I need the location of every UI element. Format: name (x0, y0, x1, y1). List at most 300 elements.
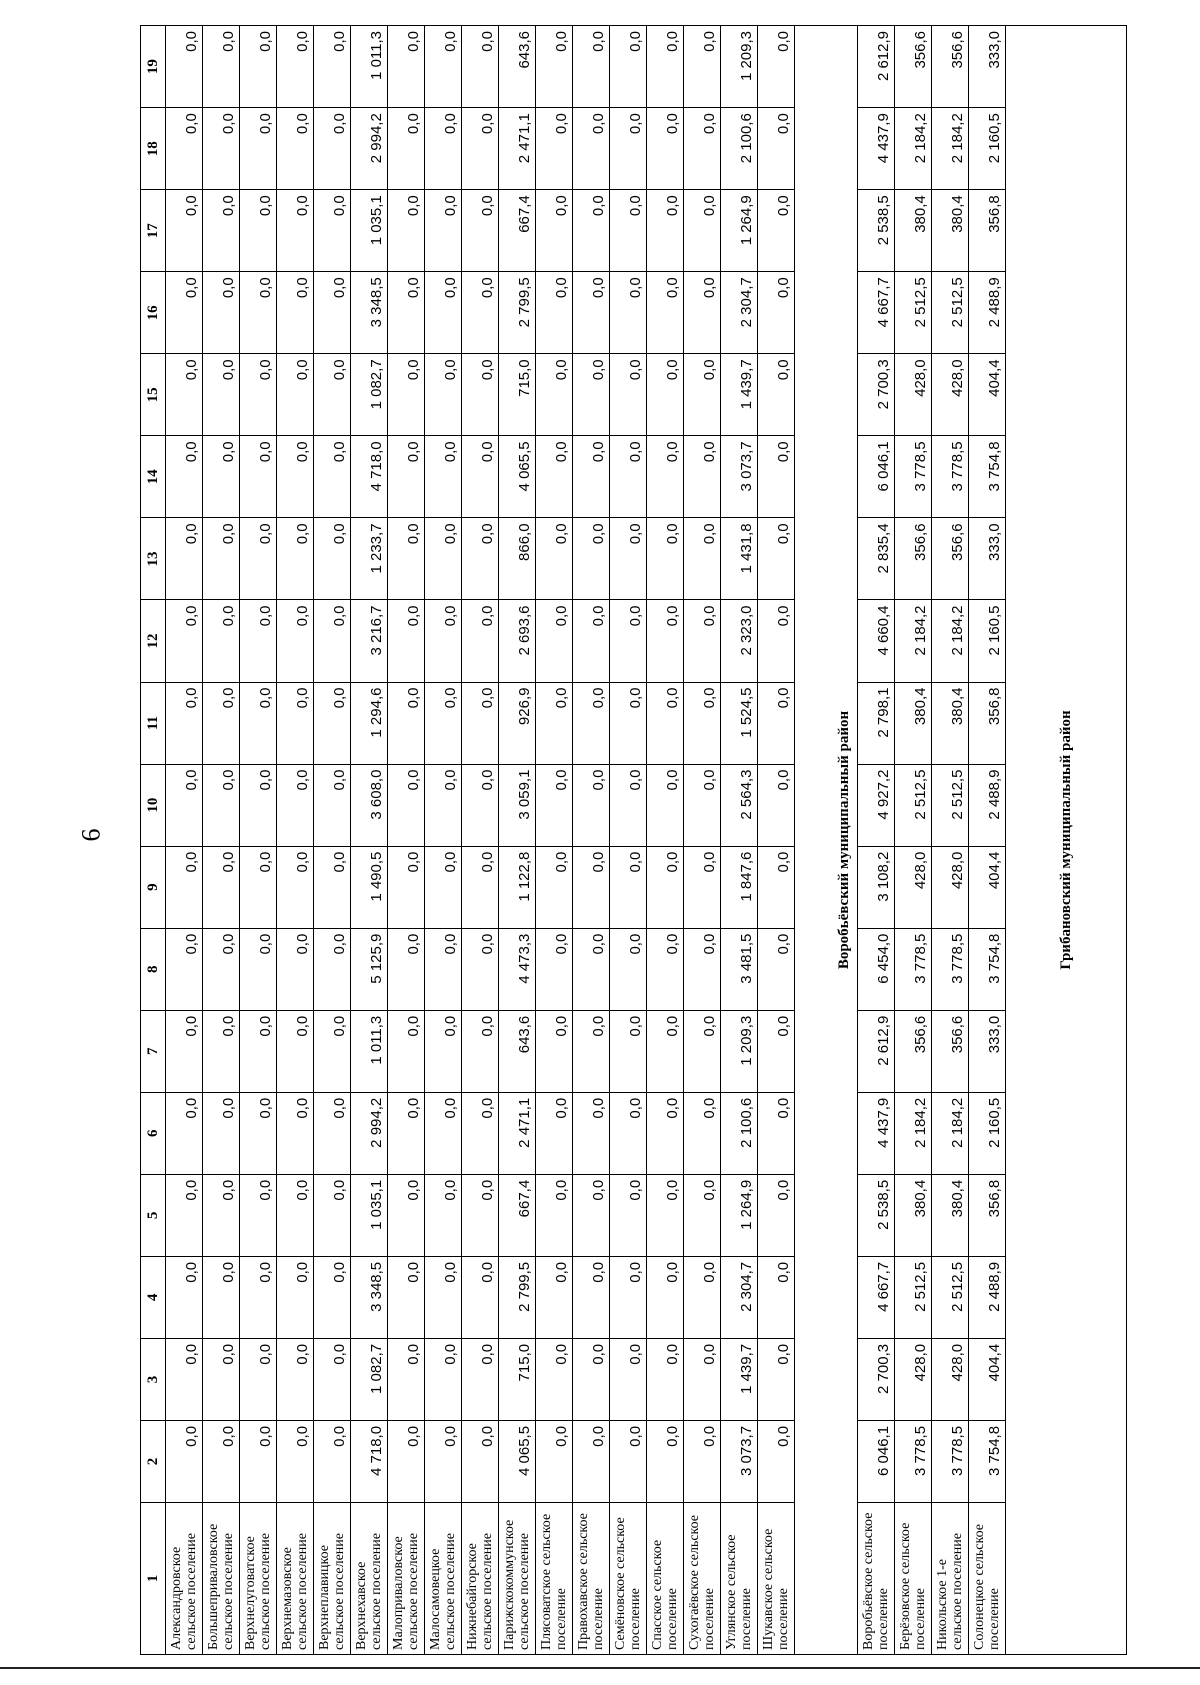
value-cell: 0,0 (277, 1338, 314, 1420)
value-cell: 0,0 (462, 1420, 499, 1502)
value-cell: 2 304,7 (721, 272, 758, 354)
value-cell: 0,0 (388, 600, 425, 682)
value-cell: 0,0 (388, 682, 425, 764)
value-cell: 0,0 (758, 600, 795, 682)
value-cell: 0,0 (610, 682, 647, 764)
value-cell: 0,0 (684, 354, 721, 436)
value-cell: 0,0 (610, 1174, 647, 1256)
table-row (758, 26, 795, 1655)
value-cell: 1 264,9 (721, 1174, 758, 1256)
value-cell: 0,0 (203, 190, 240, 272)
value-cell: 0,0 (240, 928, 277, 1010)
value-cell: 643,6 (499, 26, 536, 108)
value-cell: 0,0 (166, 682, 203, 764)
value-cell: 3 216,7 (351, 600, 388, 682)
settlement-name: Верхнелуговатское сельское поселение (240, 1503, 277, 1655)
value-cell: 715,0 (499, 1338, 536, 1420)
value-cell: 0,0 (758, 1092, 795, 1174)
value-cell: 0,0 (758, 1174, 795, 1256)
value-cell: 667,4 (499, 1174, 536, 1256)
settlement-name: Парижскокоммунское сельское поселение (499, 1503, 536, 1655)
value-cell: 6 046,1 (858, 1420, 895, 1502)
value-cell: 0,0 (536, 600, 573, 682)
value-cell: 1 011,3 (351, 1010, 388, 1092)
value-cell: 0,0 (684, 600, 721, 682)
value-cell: 0,0 (425, 1174, 462, 1256)
value-cell: 0,0 (388, 846, 425, 928)
value-cell: 0,0 (314, 1174, 351, 1256)
value-cell: 0,0 (573, 436, 610, 518)
value-cell: 0,0 (536, 1420, 573, 1502)
value-cell: 0,0 (425, 272, 462, 354)
value-cell: 0,0 (166, 436, 203, 518)
value-cell: 0,0 (462, 600, 499, 682)
value-cell: 0,0 (647, 1256, 684, 1338)
value-cell: 0,0 (277, 518, 314, 600)
value-cell: 2 100,6 (721, 108, 758, 190)
value-cell: 0,0 (536, 1338, 573, 1420)
value-cell: 866,0 (499, 518, 536, 600)
value-cell: 0,0 (277, 1174, 314, 1256)
value-cell: 0,0 (647, 1420, 684, 1502)
value-cell: 0,0 (610, 1092, 647, 1174)
table-row (462, 26, 499, 1655)
value-cell: 0,0 (758, 764, 795, 846)
column-number-1: 1 (141, 1503, 166, 1655)
table-row (684, 26, 721, 1655)
value-cell: 0,0 (240, 190, 277, 272)
value-cell: 0,0 (758, 928, 795, 1010)
value-cell: 0,0 (388, 436, 425, 518)
value-cell: 1 524,5 (721, 682, 758, 764)
value-cell: 0,0 (203, 1338, 240, 1420)
value-cell: 0,0 (573, 272, 610, 354)
value-cell: 0,0 (610, 1420, 647, 1502)
value-cell: 4 718,0 (351, 436, 388, 518)
value-cell: 4 660,4 (858, 600, 895, 682)
value-cell: 1 431,8 (721, 518, 758, 600)
table-row (203, 26, 240, 1655)
value-cell: 3 754,8 (969, 928, 1006, 1010)
column-number-7: 7 (141, 1010, 166, 1092)
value-cell: 0,0 (573, 846, 610, 928)
value-cell: 0,0 (610, 928, 647, 1010)
table-row (314, 26, 351, 1655)
value-cell: 2 994,2 (351, 1092, 388, 1174)
table-row (721, 26, 758, 1655)
value-cell: 0,0 (684, 764, 721, 846)
value-cell: 0,0 (240, 272, 277, 354)
value-cell: 0,0 (314, 1256, 351, 1338)
settlement-name: Александровское сельское поселение (166, 1503, 203, 1655)
value-cell: 3 778,5 (932, 1420, 969, 1502)
value-cell: 0,0 (758, 682, 795, 764)
value-cell: 0,0 (610, 1338, 647, 1420)
value-cell: 5 125,9 (351, 928, 388, 1010)
value-cell: 0,0 (462, 190, 499, 272)
value-cell: 2 798,1 (858, 682, 895, 764)
value-cell: 0,0 (388, 1256, 425, 1338)
value-cell: 0,0 (684, 26, 721, 108)
value-cell: 380,4 (932, 682, 969, 764)
value-cell: 0,0 (573, 600, 610, 682)
value-cell: 0,0 (277, 928, 314, 1010)
value-cell: 0,0 (684, 272, 721, 354)
value-cell: 3 073,7 (721, 1420, 758, 1502)
value-cell: 0,0 (203, 764, 240, 846)
value-cell: 2 471,1 (499, 108, 536, 190)
value-cell: 0,0 (166, 1256, 203, 1338)
value-cell: 0,0 (388, 108, 425, 190)
value-cell: 2 538,5 (858, 1174, 895, 1256)
value-cell: 0,0 (684, 108, 721, 190)
value-cell: 356,8 (969, 682, 1006, 764)
value-cell: 356,8 (969, 1174, 1006, 1256)
value-cell: 0,0 (610, 190, 647, 272)
value-cell: 0,0 (758, 846, 795, 928)
value-cell: 0,0 (166, 1338, 203, 1420)
settlement-name: Большеприваловское сельское поселение (203, 1503, 240, 1655)
value-cell: 404,4 (969, 1338, 1006, 1420)
value-cell: 2 512,5 (895, 272, 932, 354)
value-cell: 2 323,0 (721, 600, 758, 682)
value-cell: 0,0 (166, 26, 203, 108)
value-cell: 0,0 (314, 518, 351, 600)
value-cell: 0,0 (388, 764, 425, 846)
column-number-row (141, 26, 166, 1655)
value-cell: 0,0 (573, 682, 610, 764)
value-cell: 0,0 (425, 1256, 462, 1338)
value-cell: 0,0 (166, 764, 203, 846)
table-row (858, 26, 895, 1655)
value-cell: 0,0 (240, 1420, 277, 1502)
value-cell: 0,0 (647, 354, 684, 436)
value-cell: 356,6 (895, 1010, 932, 1092)
value-cell: 4 473,3 (499, 928, 536, 1010)
value-cell: 0,0 (240, 764, 277, 846)
value-cell: 4 667,7 (858, 272, 895, 354)
value-cell: 356,8 (969, 190, 1006, 272)
value-cell: 2 700,3 (858, 354, 895, 436)
value-cell: 0,0 (758, 1420, 795, 1502)
value-cell: 0,0 (388, 1174, 425, 1256)
value-cell: 0,0 (462, 764, 499, 846)
value-cell: 0,0 (314, 1338, 351, 1420)
value-cell: 2 184,2 (895, 1092, 932, 1174)
settlement-name: Верхнемазовское сельское поселение (277, 1503, 314, 1655)
value-cell: 1 011,3 (351, 26, 388, 108)
settlement-name: Сухогаёвское сельское поселение (684, 1503, 721, 1655)
settlement-name: Нижнебайгорское сельское поселение (462, 1503, 499, 1655)
column-number-10: 10 (141, 764, 166, 846)
value-cell: 0,0 (425, 682, 462, 764)
value-cell: 1 294,6 (351, 682, 388, 764)
value-cell: 0,0 (425, 1420, 462, 1502)
value-cell: 0,0 (610, 764, 647, 846)
value-cell: 0,0 (203, 1256, 240, 1338)
value-cell: 0,0 (647, 518, 684, 600)
value-cell: 0,0 (462, 1256, 499, 1338)
value-cell: 0,0 (684, 1338, 721, 1420)
value-cell: 0,0 (277, 1420, 314, 1502)
value-cell: 0,0 (684, 518, 721, 600)
value-cell: 0,0 (240, 1256, 277, 1338)
table-body (166, 26, 1127, 1655)
value-cell: 0,0 (758, 518, 795, 600)
value-cell: 2 160,5 (969, 1092, 1006, 1174)
value-cell: 4 437,9 (858, 1092, 895, 1174)
value-cell: 0,0 (240, 1010, 277, 1092)
value-cell: 0,0 (462, 108, 499, 190)
column-number-13: 13 (141, 518, 166, 600)
value-cell: 0,0 (314, 26, 351, 108)
value-cell: 0,0 (277, 1010, 314, 1092)
value-cell: 3 348,5 (351, 272, 388, 354)
value-cell: 404,4 (969, 846, 1006, 928)
value-cell: 0,0 (610, 354, 647, 436)
value-cell: 926,9 (499, 682, 536, 764)
value-cell: 428,0 (932, 354, 969, 436)
value-cell: 643,6 (499, 1010, 536, 1092)
value-cell: 333,0 (969, 26, 1006, 108)
value-cell: 2 799,5 (499, 272, 536, 354)
value-cell: 0,0 (647, 436, 684, 518)
value-cell: 0,0 (536, 272, 573, 354)
value-cell: 0,0 (277, 26, 314, 108)
settlement-name: Правохавское сельское поселение (573, 1503, 610, 1655)
value-cell: 0,0 (166, 190, 203, 272)
value-cell: 0,0 (240, 1174, 277, 1256)
value-cell: 0,0 (684, 928, 721, 1010)
value-cell: 0,0 (314, 928, 351, 1010)
value-cell: 0,0 (203, 1092, 240, 1174)
value-cell: 2 488,9 (969, 1256, 1006, 1338)
table-row (969, 26, 1006, 1655)
table-row (610, 26, 647, 1655)
value-cell: 0,0 (240, 518, 277, 600)
value-cell: 3 778,5 (932, 436, 969, 518)
value-cell: 0,0 (573, 26, 610, 108)
value-cell: 0,0 (647, 846, 684, 928)
value-cell: 380,4 (932, 190, 969, 272)
value-cell: 0,0 (610, 108, 647, 190)
value-cell: 0,0 (647, 682, 684, 764)
column-number-8: 8 (141, 928, 166, 1010)
column-number-6: 6 (141, 1092, 166, 1174)
value-cell: 428,0 (895, 354, 932, 436)
table-row (647, 26, 684, 1655)
value-cell: 0,0 (758, 26, 795, 108)
value-cell: 0,0 (536, 26, 573, 108)
value-cell: 0,0 (203, 1420, 240, 1502)
value-cell: 0,0 (425, 190, 462, 272)
value-cell: 0,0 (462, 518, 499, 600)
value-cell: 3 059,1 (499, 764, 536, 846)
value-cell: 0,0 (462, 354, 499, 436)
settlement-name: Малоприваловское сельское поселение (388, 1503, 425, 1655)
value-cell: 0,0 (240, 600, 277, 682)
value-cell: 356,6 (932, 1010, 969, 1092)
table-row (499, 26, 536, 1655)
table-container (140, 25, 1100, 1655)
value-cell: 1 233,7 (351, 518, 388, 600)
value-cell: 0,0 (462, 272, 499, 354)
value-cell: 0,0 (240, 26, 277, 108)
value-cell: 0,0 (388, 518, 425, 600)
value-cell: 0,0 (388, 1338, 425, 1420)
value-cell: 3 481,5 (721, 928, 758, 1010)
column-number-2: 2 (141, 1420, 166, 1502)
value-cell: 4 065,5 (499, 1420, 536, 1502)
value-cell: 0,0 (610, 1256, 647, 1338)
value-cell: 356,6 (932, 26, 969, 108)
value-cell: 2 538,5 (858, 190, 895, 272)
value-cell: 0,0 (388, 26, 425, 108)
value-cell: 2 512,5 (895, 1256, 932, 1338)
value-cell: 380,4 (932, 1174, 969, 1256)
value-cell: 0,0 (610, 518, 647, 600)
value-cell: 0,0 (536, 190, 573, 272)
value-cell: 0,0 (277, 600, 314, 682)
value-cell: 3 778,5 (932, 928, 969, 1010)
table-row (932, 26, 969, 1655)
value-cell: 0,0 (425, 518, 462, 600)
value-cell: 0,0 (610, 26, 647, 108)
value-cell: 0,0 (314, 436, 351, 518)
value-cell: 0,0 (536, 1174, 573, 1256)
settlement-name: Углянское сельское поселение (721, 1503, 758, 1655)
column-number-16: 16 (141, 272, 166, 354)
value-cell: 0,0 (536, 436, 573, 518)
value-cell: 2 512,5 (932, 1256, 969, 1338)
value-cell: 0,0 (684, 436, 721, 518)
value-cell: 0,0 (203, 1010, 240, 1092)
value-cell: 380,4 (895, 682, 932, 764)
value-cell: 0,0 (314, 764, 351, 846)
value-cell: 0,0 (647, 108, 684, 190)
value-cell: 2 700,3 (858, 1338, 895, 1420)
settlement-name: Семёновское сельское поселение (610, 1503, 647, 1655)
value-cell: 0,0 (314, 682, 351, 764)
value-cell: 0,0 (314, 600, 351, 682)
value-cell: 0,0 (240, 682, 277, 764)
value-cell: 3 778,5 (895, 1420, 932, 1502)
value-cell: 1 209,3 (721, 26, 758, 108)
value-cell: 0,0 (684, 1010, 721, 1092)
value-cell: 0,0 (166, 1174, 203, 1256)
table-row (388, 26, 425, 1655)
value-cell: 0,0 (573, 1174, 610, 1256)
value-cell: 2 612,9 (858, 26, 895, 108)
value-cell: 0,0 (684, 190, 721, 272)
value-cell: 0,0 (388, 1010, 425, 1092)
value-cell: 3 754,8 (969, 1420, 1006, 1502)
value-cell: 0,0 (647, 26, 684, 108)
column-number-11: 11 (141, 682, 166, 764)
value-cell: 0,0 (277, 190, 314, 272)
value-cell: 3 608,0 (351, 764, 388, 846)
value-cell: 0,0 (166, 108, 203, 190)
value-cell: 0,0 (425, 1338, 462, 1420)
value-cell: 0,0 (758, 190, 795, 272)
value-cell: 0,0 (166, 846, 203, 928)
value-cell: 0,0 (647, 272, 684, 354)
value-cell: 0,0 (573, 518, 610, 600)
table-row (425, 26, 462, 1655)
value-cell: 0,0 (240, 108, 277, 190)
value-cell: 2 184,2 (895, 108, 932, 190)
value-cell: 0,0 (573, 108, 610, 190)
column-number-9: 9 (141, 846, 166, 928)
value-cell: 0,0 (425, 928, 462, 1010)
value-cell: 404,4 (969, 354, 1006, 436)
value-cell: 0,0 (388, 272, 425, 354)
value-cell: 0,0 (425, 600, 462, 682)
value-cell: 0,0 (573, 764, 610, 846)
value-cell: 0,0 (536, 764, 573, 846)
value-cell: 0,0 (462, 436, 499, 518)
value-cell: 0,0 (425, 846, 462, 928)
value-cell: 6 454,0 (858, 928, 895, 1010)
column-number-3: 3 (141, 1338, 166, 1420)
value-cell: 6 046,1 (858, 436, 895, 518)
value-cell: 0,0 (203, 600, 240, 682)
value-cell: 0,0 (758, 272, 795, 354)
value-cell: 0,0 (462, 1010, 499, 1092)
value-cell: 0,0 (536, 846, 573, 928)
value-cell: 3 754,8 (969, 436, 1006, 518)
value-cell: 2 160,5 (969, 600, 1006, 682)
value-cell: 0,0 (277, 764, 314, 846)
value-cell: 0,0 (573, 1092, 610, 1174)
value-cell: 0,0 (425, 1010, 462, 1092)
value-cell: 0,0 (166, 1092, 203, 1174)
value-cell: 0,0 (314, 108, 351, 190)
value-cell: 380,4 (895, 1174, 932, 1256)
settlement-name: Никольское 1-е сельское поселение (932, 1503, 969, 1655)
footer-line (0, 1667, 1200, 1669)
value-cell: 0,0 (758, 108, 795, 190)
value-cell: 0,0 (277, 682, 314, 764)
value-cell: 0,0 (684, 1092, 721, 1174)
settlement-name: Спасское сельское поселение (647, 1503, 684, 1655)
value-cell: 0,0 (203, 1174, 240, 1256)
value-cell: 0,0 (203, 108, 240, 190)
value-cell: 2 471,1 (499, 1092, 536, 1174)
value-cell: 0,0 (462, 846, 499, 928)
settlement-name: Плясоватское сельское поселение (536, 1503, 573, 1655)
column-number-14: 14 (141, 436, 166, 518)
value-cell: 0,0 (647, 600, 684, 682)
value-cell: 0,0 (314, 190, 351, 272)
value-cell: 2 304,7 (721, 1256, 758, 1338)
value-cell: 0,0 (536, 518, 573, 600)
value-cell: 0,0 (536, 354, 573, 436)
value-cell: 0,0 (536, 928, 573, 1010)
value-cell: 0,0 (425, 26, 462, 108)
value-cell: 0,0 (166, 518, 203, 600)
value-cell: 0,0 (314, 1092, 351, 1174)
value-cell: 356,6 (895, 26, 932, 108)
value-cell: 0,0 (573, 190, 610, 272)
value-cell: 0,0 (240, 846, 277, 928)
value-cell: 1 439,7 (721, 354, 758, 436)
value-cell: 0,0 (388, 1092, 425, 1174)
value-cell: 0,0 (610, 1010, 647, 1092)
value-cell: 0,0 (240, 1338, 277, 1420)
settlement-name: Берёзовское сельское поселение (895, 1503, 932, 1655)
value-cell: 3 348,5 (351, 1256, 388, 1338)
